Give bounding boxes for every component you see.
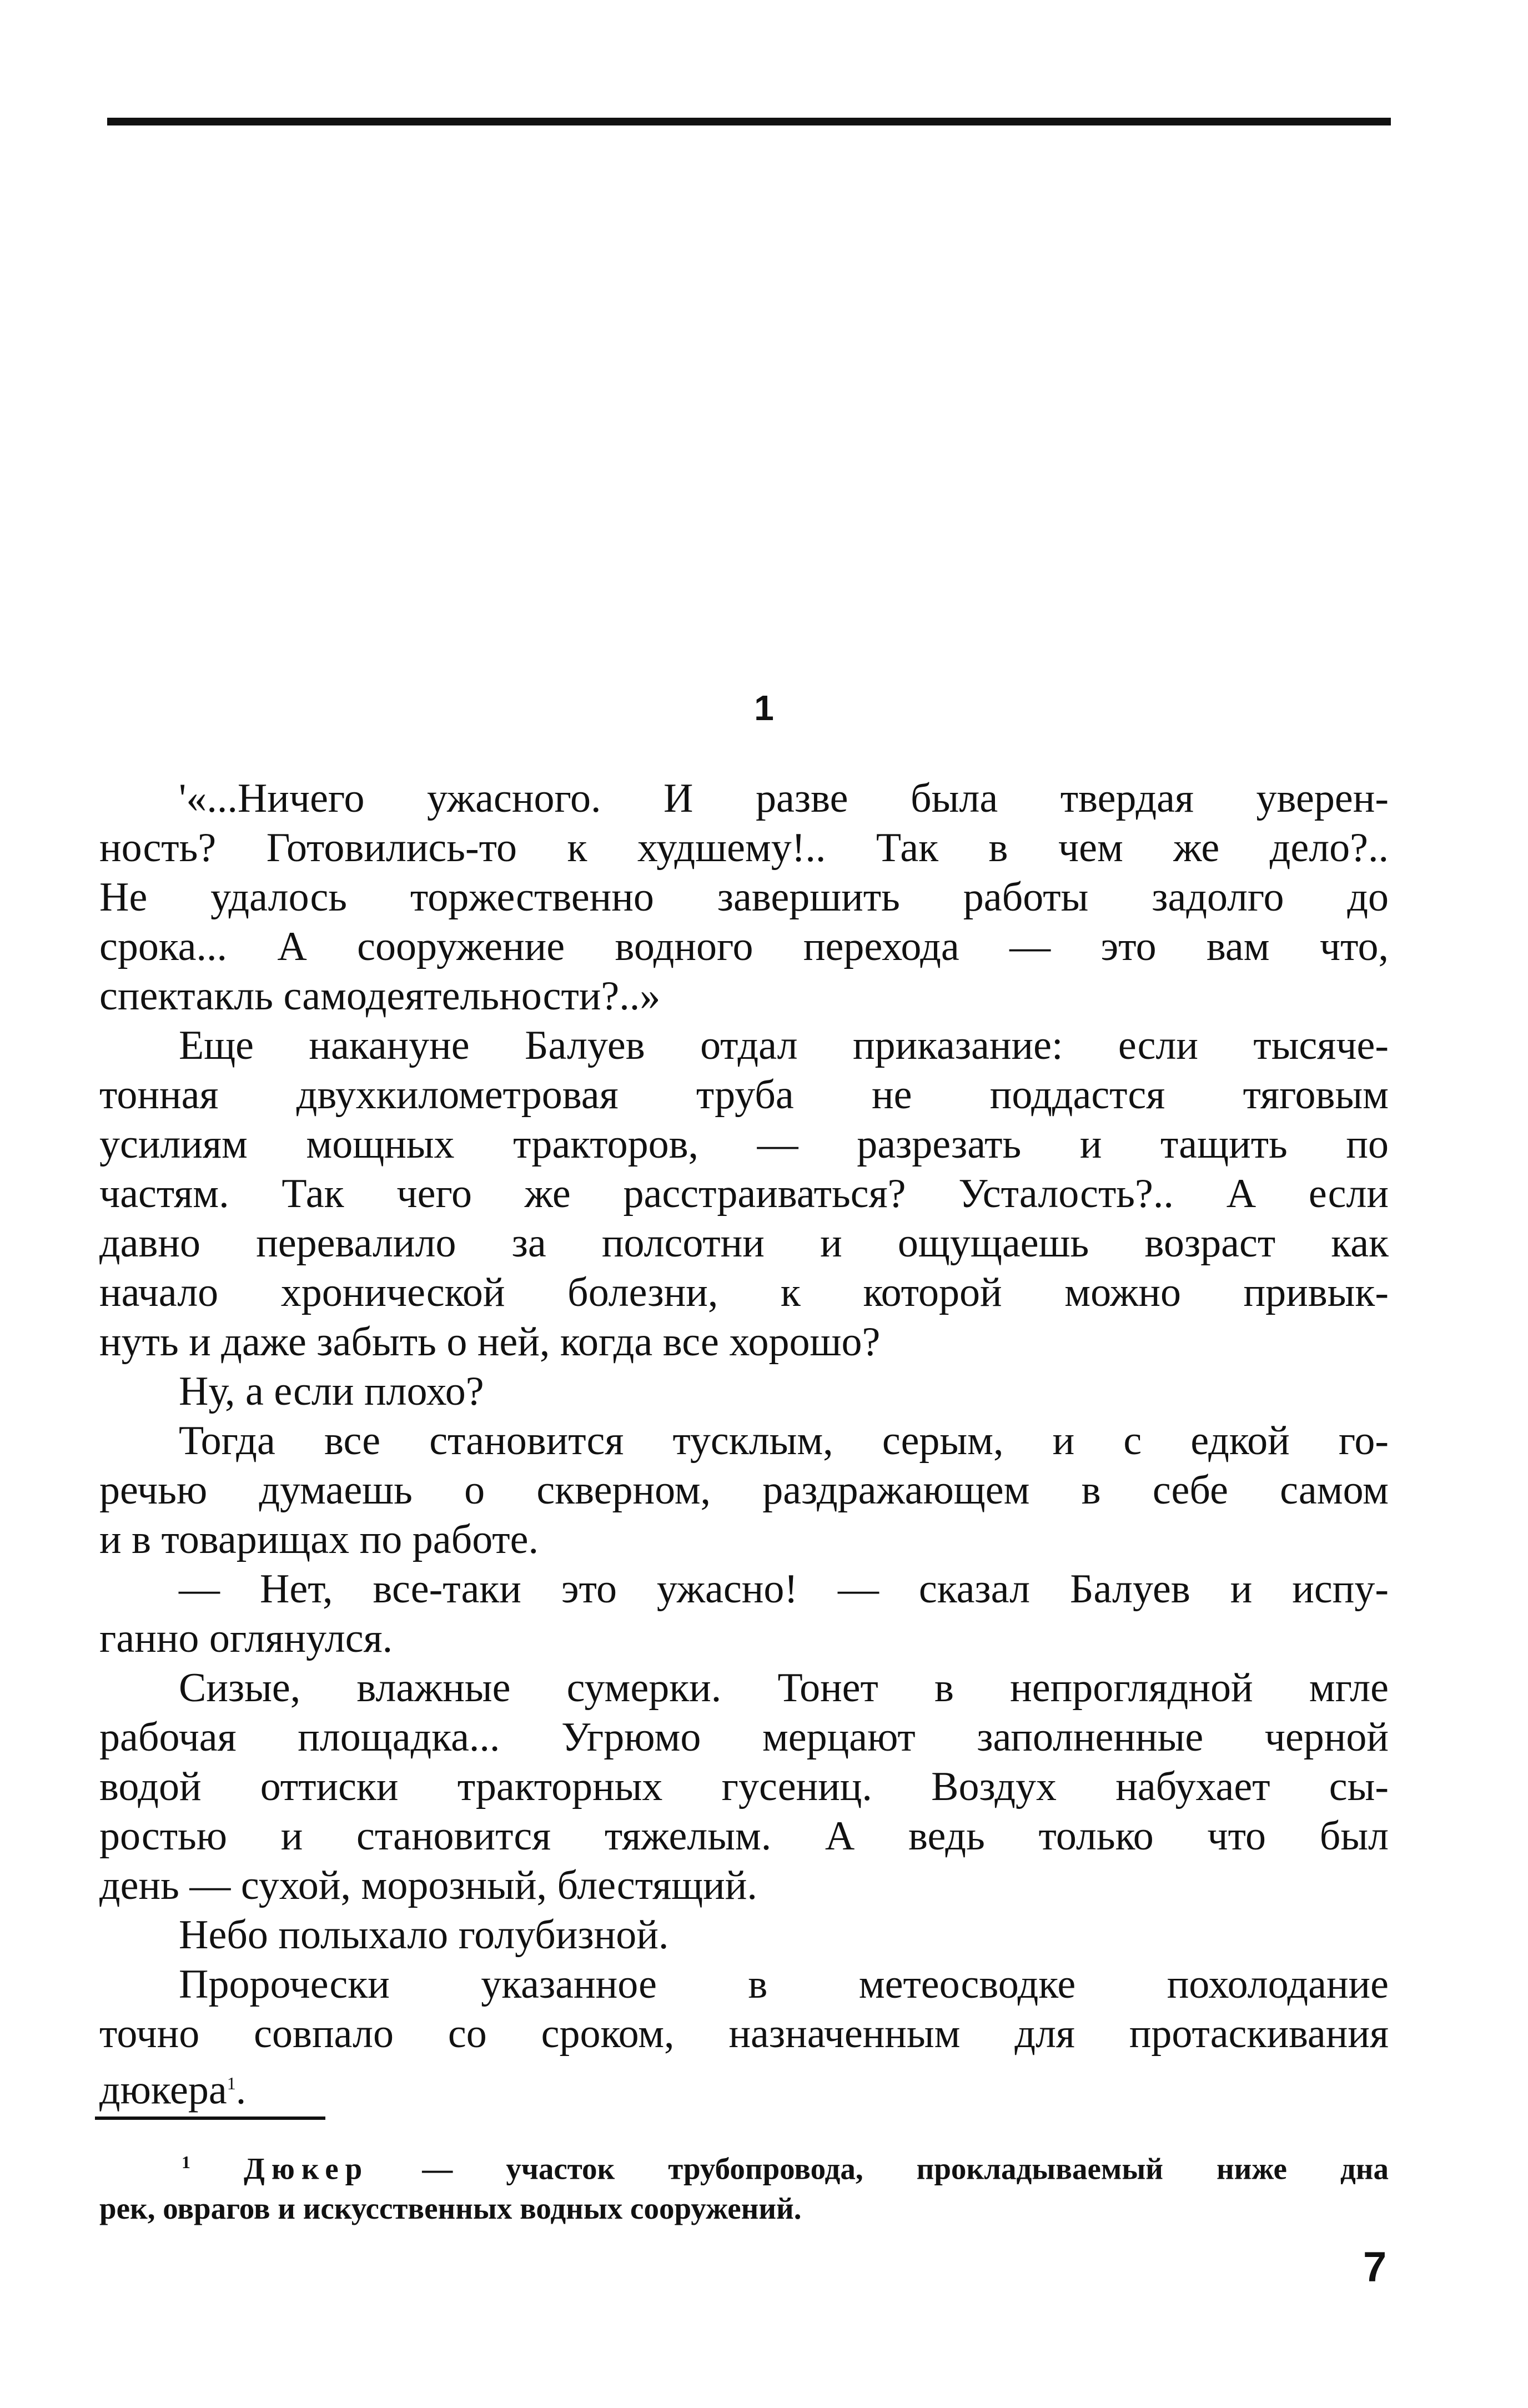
footnote-reference: 1 [227,2073,236,2093]
footnote-marker: 1 [182,2152,190,2172]
text-line [99,774,1389,823]
text-line-content: срока... А сооружение водного перехода — это вам что, [99,924,1389,969]
text-line [99,1861,1389,1911]
text-line-tail: . [235,2067,247,2113]
text-line [99,2009,1389,2059]
text-line [99,1565,1389,1614]
text-line [99,2059,1389,2113]
text-line-content: и в товарищах по работе. [99,1517,539,1562]
text-line [99,1960,1389,2009]
text-line [99,1070,1389,1120]
text-line-content: Небо полыхало голубизной. [179,1912,669,1958]
footnote-line [99,2142,1389,2189]
footnote-rule [95,2117,325,2120]
page-number: 7 [1363,2244,1387,2291]
text-line-content: Не удалось торжественно завершить работы задолго до [99,874,1389,920]
text-line [99,1515,1389,1565]
text-line [99,873,1389,922]
text-line [99,972,1389,1021]
footnote-definition: — участок трубопровода, прокладываемый ниже дна [369,2151,1389,2186]
text-line-content: ростью и становится тяжелым. А ведь только что был [99,1813,1389,1859]
text-line-content: Еще накануне Балуев отдал приказание: если тысяче- [179,1023,1389,1068]
text-line-content: точно совпало со сроком, назначенным для протаскивания [99,2011,1389,2057]
text-line-content: Ну, а если плохо? [179,1369,484,1414]
text-line [99,1219,1389,1268]
text-line [99,1318,1389,1367]
text-line-content: усилиям мощных тракторов, — разрезать и тащить по [99,1122,1389,1167]
text-line [99,1416,1389,1466]
text-line-content: водой оттиски тракторных гусениц. Воздух набухает сы- [99,1764,1389,1809]
text-line [99,1169,1389,1219]
text-line [99,1713,1389,1762]
text-line-content: нуть и даже забыть о ней, когда все хорошо? [99,1319,881,1365]
footnote [99,2142,1389,2229]
body-text [99,774,1389,2113]
text-line [99,1466,1389,1515]
text-line [99,1120,1389,1169]
text-line-content: '«...Ничего ужасного. И разве была твердая уверен- [179,776,1389,821]
text-line-content: начало хронической болезни, к которой можно привык- [99,1270,1389,1315]
text-line [99,1812,1389,1861]
text-line-content: — Нет, все-таки это ужасно! — сказал Балуев и испу- [179,1566,1389,1612]
text-line-content: спектакль самодеятельности?..» [99,973,661,1019]
text-line-content: ность? Готовились-то к худшему!.. Так в чем же дело?.. [99,825,1389,871]
text-line [99,922,1389,972]
text-line [99,1367,1389,1416]
text-line [99,1911,1389,1960]
text-line-content: Тогда все становится тусклым, серым, и с едкой го- [179,1418,1389,1464]
text-line [99,1663,1389,1713]
header-rule [107,118,1391,125]
text-line [99,823,1389,873]
text-line-content: давно перевалило за полсотни и ощущаешь возраст как [99,1220,1389,1266]
text-line-content: речью думаешь о скверном, раздражающем в себе самом [99,1467,1389,1513]
text-line [99,1268,1389,1318]
footnote-term: Дюкер [244,2151,369,2186]
footnote-line: рек, оврагов и искусственных водных сооружений. [99,2191,802,2226]
text-line-content: рабочая площадка... Угрюмо мерцают заполненные черной [99,1715,1389,1760]
text-line-content: Сизые, влажные сумерки. Тонет в непроглядной мгле [179,1665,1389,1711]
text-line-content: частям. Так чего же расстраиваться? Усталость?.. А если [99,1171,1389,1216]
text-line-content: тонная двухкилометровая труба не поддастся тяговым [99,1072,1389,1118]
chapter-number: 1 [754,688,774,728]
text-line-content: Пророчески указанное в метеосводке похолодание [179,1962,1389,2007]
text-line-content: дюкера [99,2067,227,2113]
text-line [99,1762,1389,1812]
text-line-content: ганно оглянулся. [99,1616,393,1661]
text-line [99,1614,1389,1663]
text-line-content: день — сухой, морозный, блестящий. [99,1863,757,1908]
text-line [99,1021,1389,1070]
